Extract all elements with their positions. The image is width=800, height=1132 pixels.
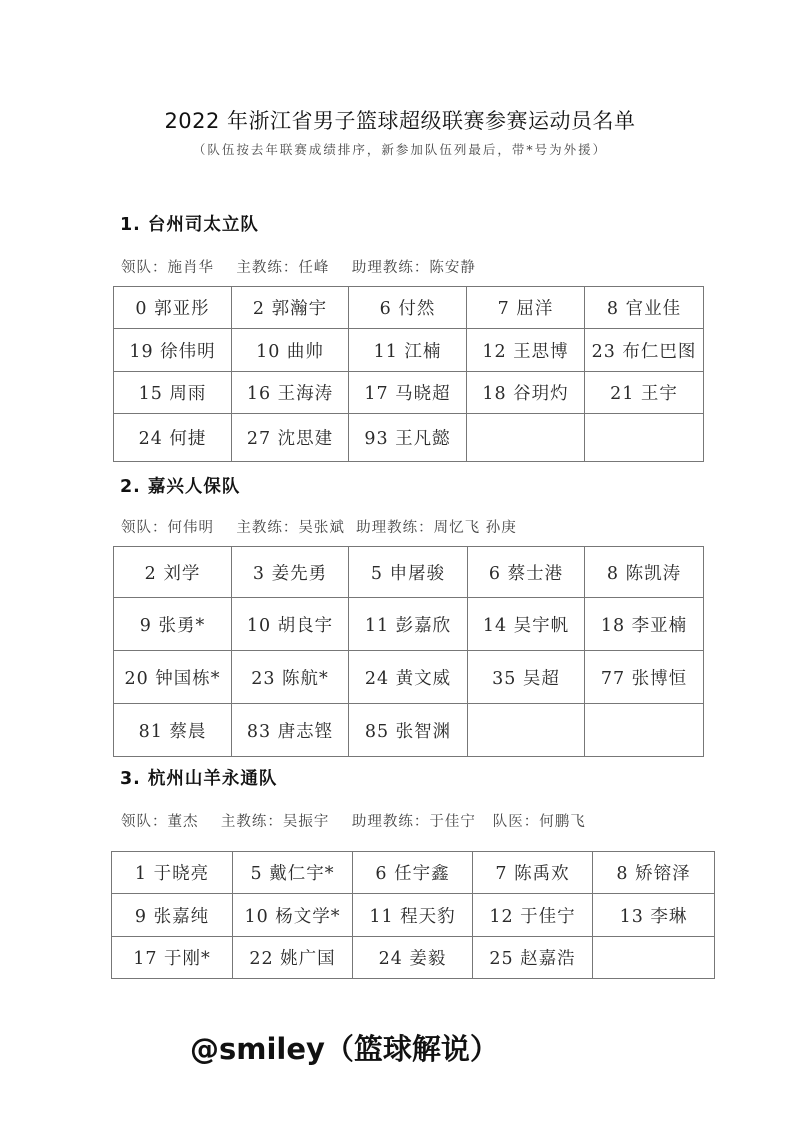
player-cell: 24 姜毅 — [353, 937, 473, 979]
player-cell: 8 陈凯涛 — [585, 547, 704, 598]
player-cell: 23 布仁巴图 — [585, 329, 704, 372]
player-cell: 10 杨文学* — [233, 894, 353, 937]
player-cell: 10 胡良宇 — [232, 598, 349, 651]
player-cell: 15 周雨 — [114, 372, 232, 414]
document-subtitle: （队伍按去年联赛成绩排序，新参加队伍列最后，带*号为外援） — [192, 142, 608, 157]
team-staff-hangzhou: 领队：董杰 主教练：吴振宇 助理教练：于佳宁 队医：何鹏飞 — [121, 814, 586, 830]
roster-table-jiaxing — [113, 546, 704, 757]
team-staff-taizhou: 领队：施肖华 主教练：任峰 助理教练：陈安静 — [121, 260, 476, 276]
player-cell: 6 蔡士港 — [468, 547, 585, 598]
player-cell: 21 王宇 — [585, 372, 704, 414]
player-cell: 81 蔡晨 — [114, 704, 232, 757]
player-cell: 7 屈洋 — [467, 287, 585, 329]
player-cell: 17 于刚* — [112, 937, 233, 979]
player-cell: 11 彭嘉欣 — [349, 598, 468, 651]
player-cell: 18 谷玥灼 — [467, 372, 585, 414]
player-cell: 22 姚广国 — [233, 937, 353, 979]
player-cell: 5 申屠骏 — [349, 547, 468, 598]
player-cell: 24 黄文威 — [349, 651, 468, 704]
player-cell: 0 郭亚彤 — [114, 287, 232, 329]
player-cell: 25 赵嘉浩 — [473, 937, 593, 979]
player-cell: 24 何捷 — [114, 414, 232, 462]
team-staff-jiaxing: 领队：何伟明 主教练：吴张斌 助理教练：周忆飞 孙庚 — [121, 520, 517, 536]
watermark: @smiley（篮球解说） — [190, 1032, 499, 1066]
player-cell: 6 付然 — [349, 287, 467, 329]
player-cell: 9 张嘉纯 — [112, 894, 233, 937]
player-cell: 16 王海涛 — [232, 372, 349, 414]
team-heading-taizhou: 1. 台州司太立队 — [120, 215, 259, 235]
empty-cell — [468, 704, 585, 757]
team-heading-hangzhou: 3. 杭州山羊永通队 — [120, 769, 278, 789]
player-cell: 14 吴宇帆 — [468, 598, 585, 651]
player-cell: 5 戴仁宇* — [233, 852, 353, 894]
empty-cell — [467, 414, 585, 462]
player-cell: 12 王思博 — [467, 329, 585, 372]
player-cell: 17 马晓超 — [349, 372, 467, 414]
player-cell: 35 吴超 — [468, 651, 585, 704]
player-cell: 10 曲帅 — [232, 329, 349, 372]
player-cell: 2 刘学 — [114, 547, 232, 598]
player-cell: 9 张勇* — [114, 598, 232, 651]
document-title: 2022 年浙江省男子篮球超级联赛参赛运动员名单 — [164, 109, 636, 133]
roster-table-hangzhou — [111, 851, 715, 979]
player-cell: 11 江楠 — [349, 329, 467, 372]
player-cell: 27 沈思建 — [232, 414, 349, 462]
empty-cell — [593, 937, 715, 979]
player-cell: 3 姜先勇 — [232, 547, 349, 598]
team-heading-jiaxing: 2. 嘉兴人保队 — [120, 477, 241, 497]
player-cell: 6 任宇鑫 — [353, 852, 473, 894]
player-cell: 77 张博恒 — [585, 651, 704, 704]
player-cell: 2 郭瀚宇 — [232, 287, 349, 329]
player-cell: 8 官业佳 — [585, 287, 704, 329]
player-cell: 83 唐志铿 — [232, 704, 349, 757]
player-cell: 11 程天豹 — [353, 894, 473, 937]
player-cell: 13 李琳 — [593, 894, 715, 937]
player-cell: 19 徐伟明 — [114, 329, 232, 372]
player-cell: 93 王凡懿 — [349, 414, 467, 462]
player-cell: 7 陈禹欢 — [473, 852, 593, 894]
player-cell: 12 于佳宁 — [473, 894, 593, 937]
player-cell: 85 张智渊 — [349, 704, 468, 757]
player-cell: 8 矫镕泽 — [593, 852, 715, 894]
player-cell: 18 李亚楠 — [585, 598, 704, 651]
roster-table-taizhou — [113, 286, 704, 462]
player-cell: 23 陈航* — [232, 651, 349, 704]
empty-cell — [585, 414, 704, 462]
player-cell: 1 于晓亮 — [112, 852, 233, 894]
empty-cell — [585, 704, 704, 757]
player-cell: 20 钟国栋* — [114, 651, 232, 704]
